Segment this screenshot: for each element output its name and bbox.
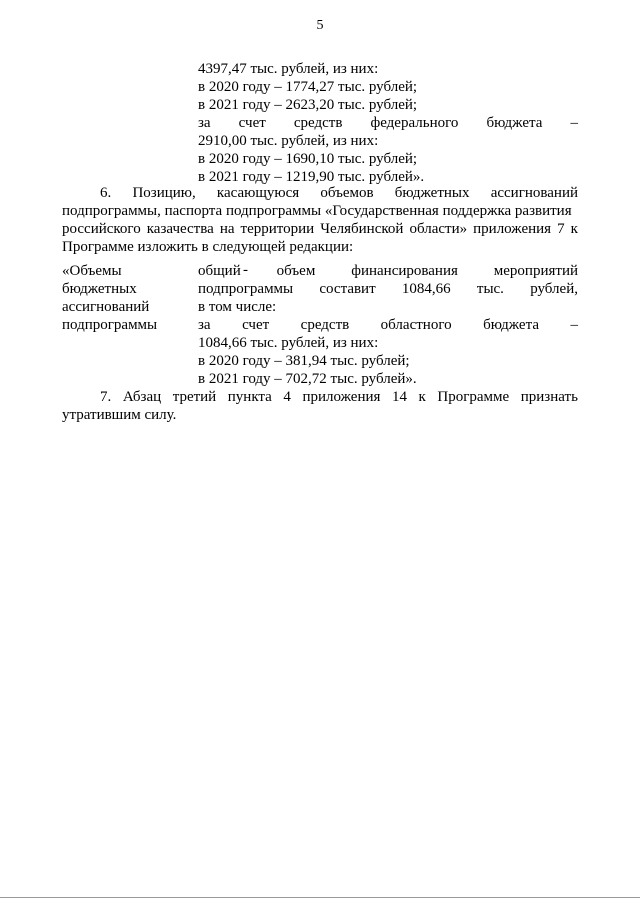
text-line: 1084,66 тыс. рублей, из них: — [198, 335, 379, 351]
justified-line — [62, 220, 578, 238]
word: Программе — [437, 389, 510, 405]
justified-line — [62, 184, 578, 202]
separator-dash: - — [243, 262, 248, 278]
text-line: в 2020 году – 1774,27 тыс. рублей; — [198, 79, 418, 95]
text-line: 4397,47 тыс. рублей, из них: — [198, 61, 379, 77]
word: мероприятий — [493, 263, 578, 279]
word: финансирования — [351, 263, 458, 279]
word: рублей, — [530, 281, 578, 297]
justified-line — [198, 262, 578, 280]
word: ассигнований — [490, 185, 578, 201]
word: к — [418, 389, 426, 405]
word: средств — [300, 317, 350, 333]
subprogram-budget-table — [62, 262, 578, 387]
label-line: ассигнований — [62, 299, 150, 315]
word: приложения — [473, 221, 552, 237]
page-number: 5 — [316, 18, 324, 33]
word: Позицию, — [132, 185, 196, 201]
text-line: в 2020 году – 1690,10 тыс. рублей; — [198, 151, 418, 167]
word: 1084,66 — [401, 281, 451, 297]
paragraph-7 — [62, 388, 578, 424]
word: признать — [520, 389, 578, 405]
budget-continuation-block — [198, 60, 578, 186]
word: объем — [276, 263, 316, 279]
text-line: Программе изложить в следующей редакции: — [62, 239, 354, 255]
word: 7 — [557, 221, 565, 237]
word: 7. — [100, 389, 112, 405]
word: за — [198, 115, 211, 131]
table-label-column — [62, 262, 182, 334]
paragraph-6 — [62, 184, 578, 256]
word: средств — [293, 115, 343, 131]
word: к — [570, 221, 578, 237]
text-line: в 2020 году – 381,94 тыс. рублей; — [198, 353, 410, 369]
word: за — [198, 317, 211, 333]
word: российского — [62, 221, 141, 237]
footer-divider — [0, 897, 640, 898]
justified-line — [62, 388, 578, 406]
word: на — [219, 221, 235, 237]
word: пункта — [227, 389, 272, 405]
word: объемов — [320, 185, 374, 201]
word: территории — [240, 221, 315, 237]
word: 6. — [100, 185, 112, 201]
word: 14 — [391, 389, 407, 405]
word: касающуюся — [216, 185, 300, 201]
word: казачества — [146, 221, 214, 237]
word: области» — [409, 221, 468, 237]
text-line: в том числе: — [198, 299, 277, 315]
word: подпрограммы — [198, 281, 294, 297]
word: бюджетных — [394, 185, 470, 201]
text-line: в 2021 году – 702,72 тыс. рублей». — [198, 371, 417, 387]
word: составит — [319, 281, 376, 297]
label-line: бюджетных — [62, 281, 137, 297]
text-line: утратившим силу. — [62, 407, 177, 423]
label-line: подпрограммы — [62, 317, 158, 333]
word: областного — [380, 317, 452, 333]
word: третий — [172, 389, 217, 405]
justified-line — [198, 316, 578, 334]
word: общий — [198, 263, 241, 279]
label-line: «Объемы — [62, 263, 122, 279]
text-line: в 2021 году – 1219,90 тыс. рублей». — [198, 169, 425, 185]
word: Абзац — [122, 389, 162, 405]
word: Челябинской — [320, 221, 404, 237]
text-line: 2910,00 тыс. рублей, из них: — [198, 133, 379, 149]
table-value-column — [198, 262, 578, 388]
word: тыс. — [476, 281, 504, 297]
word: федерального — [370, 115, 459, 131]
word: счет — [242, 317, 270, 333]
word: счет — [238, 115, 266, 131]
word: приложения — [302, 389, 381, 405]
word: 4 — [283, 389, 291, 405]
word: бюджета — [483, 317, 539, 333]
justified-line — [198, 114, 578, 132]
word: бюджета — [486, 115, 543, 131]
text-line: в 2021 году – 2623,20 тыс. рублей; — [198, 97, 418, 113]
word: – — [570, 115, 578, 131]
justified-line — [198, 280, 578, 298]
text-line: подпрограммы, паспорта подпрограммы «Государственная поддержка развития — [62, 203, 572, 219]
word: – — [570, 317, 578, 333]
